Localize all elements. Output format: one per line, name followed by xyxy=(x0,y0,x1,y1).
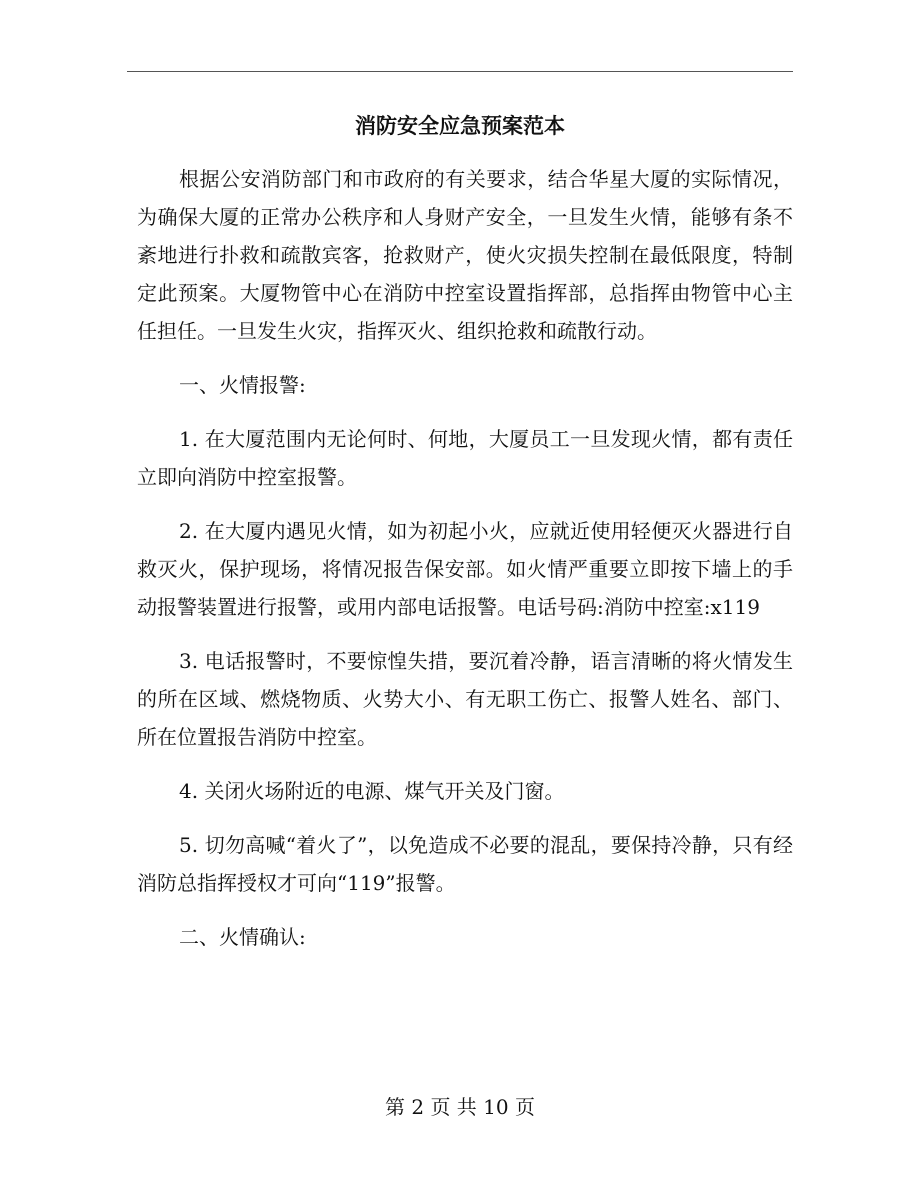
list-item-2: 2. 在大厦内遇见火情，如为初起小火，应就近使用轻便灭火器进行自救灭火，保护现场，将情况报告保安部。如火情严重要立即按下墙上的手动报警装置进行报警，或用内部电话报警。电话号码:消防中控室:x119 xyxy=(137,519,793,619)
list-item-5: 5. 切勿高喊“着火了”，以免造成不必要的混乱，要保持冷静，只有经消防总指挥授权才可向“119”报警。 xyxy=(137,833,793,895)
list-item-3: 3. 电话报警时，不要惊惶失措，要沉着冷静，语言清晰的将火情发生的所在区域、燃烧物质、火势大小、有无职工伤亡、报警人姓名、部门、所在位置报告消防中控室。 xyxy=(137,649,793,749)
section-heading-fire-alarm: 一、火情报警: xyxy=(179,373,306,397)
intro-paragraph: 根据公安消防部门和市政府的有关要求，结合华星大厦的实际情况，为确保大厦的正常办公秩序和人身财产安全，一旦发生火情，能够有条不紊地进行扑救和疏散宾客，抢救财产，使火灾损失控制在最低限度，特制定此预案。大厦物管中心在消防中控室设置指挥部，总指挥由物管中心主任担任。一旦发生火灾，指挥灭火、组织抢救和疏散行动。 xyxy=(137,167,793,343)
section-heading-fire-confirm: 二、火情确认: xyxy=(179,925,306,949)
header-rule xyxy=(127,71,793,72)
page-number: 第 2 页 共 10 页 xyxy=(385,1095,535,1119)
list-item-1: 1. 在大厦范围内无论何时、何地，大厦员工一旦发现火情，都有责任立即向消防中控室报警。 xyxy=(137,427,793,489)
document-body xyxy=(137,160,793,956)
document-title: 消防安全应急预案范本 xyxy=(355,113,565,138)
list-item-4: 4. 关闭火场附近的电源、煤气开关及门窗。 xyxy=(179,779,565,803)
